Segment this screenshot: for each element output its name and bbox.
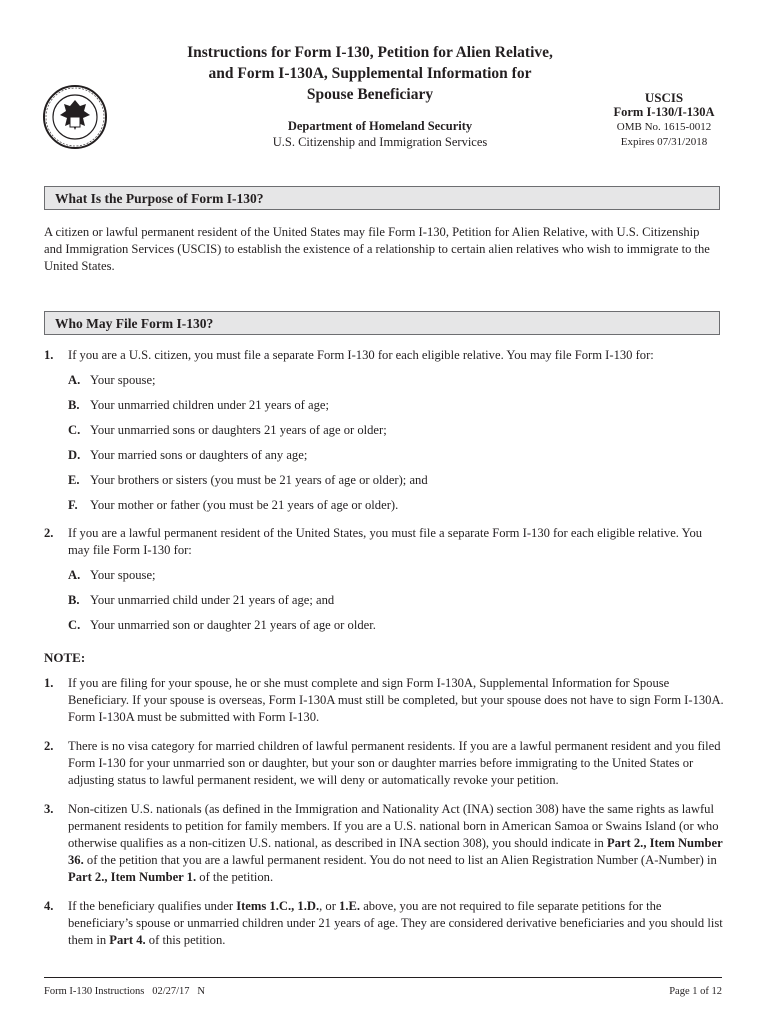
expiration-date: Expires 07/31/2018 [620,136,708,148]
footer-rule [44,977,722,978]
item-number: 2. [44,526,54,540]
sub-text: Your unmarried children under 21 years of age; [90,398,329,412]
note-text-run: of this petition. [145,933,226,947]
note-text-run: , or [319,899,340,913]
footer-form-edition: Form I-130 Instructions 02/27/17 N [44,986,205,997]
sub-letter: C. [68,423,81,437]
section-heading-purpose: What Is the Purpose of Form I-130? [44,186,720,210]
sub-text: Your spouse; [90,373,156,387]
note-item [44,738,724,789]
sub-letter: B. [68,593,80,607]
note-text: There is no visa category for married children of lawful permanent residents. If you are a lawful permanent resident and you filed Form I-130 for your unmarried son or daughter, but your son or daughter marries before immigrating to the United States or adjusting status to lawful permanent resident, we will deny or automatically revoke your petition. [68,739,721,787]
note-text-run: of the petition that you are a lawful permanent resident. You do not need to list an Alien Registration Number (A-Number) in [83,853,717,867]
sub-text: Your unmarried child under 21 years of age; and [90,593,335,607]
sub-item [68,372,718,389]
sub-text: Your brothers or sisters (you must be 21 years of age or older); and [90,473,428,487]
sub-letter: E. [68,473,80,487]
list-item [44,347,724,364]
sub-letter: C. [68,618,81,632]
title-line-2: and Form I-130A, Supplemental Information for [208,65,532,82]
dhs-seal-icon [42,84,108,150]
sub-text: Your mother or father (you must be 21 years of age or older). [90,498,399,512]
sub-text: Your married sons or daughters of any age; [90,448,308,462]
sub-item [68,422,718,439]
part-reference: Part 4. [109,933,146,947]
sub-letter: B. [68,398,80,412]
sub-item [68,472,718,489]
org-label: USCIS [644,90,684,105]
sub-letter: A. [68,568,81,582]
note-number: 2. [44,739,54,753]
title-line-3: Spouse Beneficiary [306,86,434,103]
note-number: 1. [44,676,54,690]
sub-letter: A. [68,373,81,387]
agency-name: U.S. Citizenship and Immigration Services [272,135,488,149]
note-text [68,801,724,886]
section-heading-who-may-file: Who May File Form I-130? [44,311,720,335]
sub-letter: F. [68,498,78,512]
sub-text: Your spouse; [90,568,156,582]
title-line-1: Instructions for Form I-130, Petition for Alien Relative, [187,44,553,61]
footer-page-number: Page 1 of 12 [669,986,722,997]
sub-item [68,447,718,464]
sub-letter: D. [68,448,81,462]
form-number: Form I-130/I-130A [613,105,715,119]
part-reference: Part 2., Item Number 36. [68,836,723,867]
note-text-run: of the petition. [196,870,274,884]
document-title [150,42,590,105]
item-number: 1. [44,348,54,362]
note-item [44,675,724,726]
note-text: If you are filing for your spouse, he or she must complete and sign Form I-130A, Supplemental Information for Spouse Beneficiary. If your spouse is overseas, Form I-130A must still be completed, but your spouse does not have to sign Form I-130A. Form I-130A must be submitted with Form I-130. [68,676,724,724]
item-text: If you are a lawful permanent resident of the United States, you must file a separate Form I-130 for each eligible relative. You may file Form I-130 for: [68,526,703,557]
sub-item [68,592,718,609]
note-item [44,801,724,886]
purpose-paragraph: A citizen or lawful permanent resident of the United States may file Form I-130, Petition for Alien Relative, with U.S. Citizenship and Immigration Services (USCIS) to establish the existence of a relationship to certain alien relatives who wish to immigrate to the United States. [44,225,710,273]
sub-item [68,567,718,584]
sub-item [68,617,718,634]
items-reference: Items 1.C., 1.D. [236,899,320,913]
note-text-run: above, you are not required to file separate petitions for the beneficiary’s spouse or unmarried children under 21 years of age. They are considered derivative beneficiaries and you should list them in [68,899,723,947]
department-name: Department of Homeland Security [287,119,473,133]
sub-text: Your unmarried son or daughter 21 years of age or older. [90,618,376,632]
omb-number: OMB No. 1615-0012 [616,121,712,133]
agency-block [210,118,550,150]
part-reference: Part 2., Item Number 1. [68,870,197,884]
sub-text: Your unmarried sons or daughters 21 years of age or older; [90,423,387,437]
form-id-block [602,90,726,150]
note-text-run: If the beneficiary qualifies under [68,899,237,913]
note-label: NOTE: [44,650,86,665]
item-text: If you are a U.S. citizen, you must file a separate Form I-130 for each eligible relative. You may file Form I-130 for: [68,348,654,362]
items-reference: 1.E. [339,899,361,913]
note-number: 3. [44,802,54,816]
sub-item [68,497,718,514]
note-text [68,898,724,949]
note-item [44,898,724,949]
note-number: 4. [44,899,54,913]
note-text-run: Non-citizen U.S. nationals (as defined in the Immigration and Nationality Act (INA) section 308) have the same rights as lawful permanent residents to petition for family members. If you are a U.S. national born in American Samoa or Swains Island (or who otherwise qualifies as a non-citizen U.S. national, as described in INA section 308), you should indicate in [68,802,719,850]
sub-item [68,397,718,414]
list-item [44,525,724,559]
